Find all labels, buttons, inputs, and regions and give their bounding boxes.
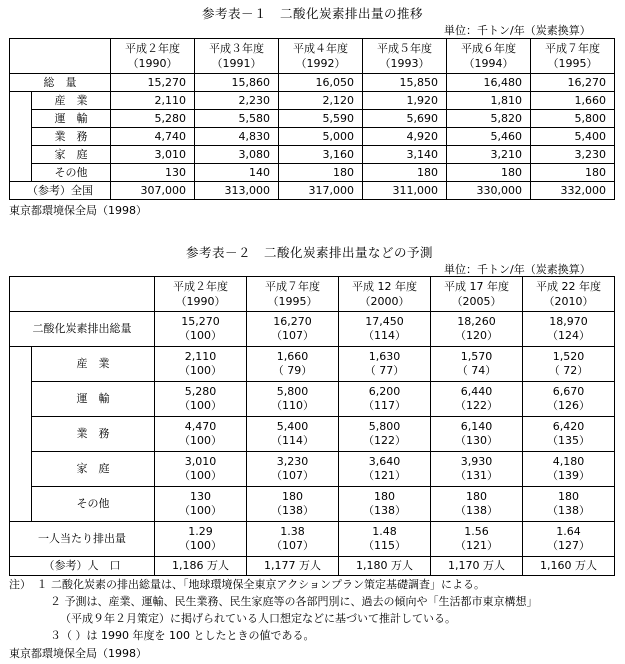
cell: 3,010 [111, 146, 195, 164]
cell: 140 [195, 164, 279, 182]
cell: 3,080 [195, 146, 279, 164]
table1-col-header: 平成５年度 （1993） [363, 39, 447, 74]
cell: 3,160 [279, 146, 363, 164]
table2-unit: 単位：千トン/年（炭素換算） [444, 263, 591, 276]
cell: 5,800 （110） [247, 382, 339, 417]
table2-row-population [10, 557, 615, 576]
note-2-cont: （平成９年２月策定）に掲げられている人口想定などに基づいて推計している。 [60, 612, 456, 625]
cell: 3,140 [363, 146, 447, 164]
cell: 3,230 [531, 146, 615, 164]
cell: 3,930 （131） [431, 452, 523, 487]
table2-row [10, 347, 615, 382]
cell: 332,000 [531, 182, 615, 200]
cell: 18,970 （124） [523, 312, 615, 347]
table2-row [10, 382, 615, 417]
cell: 1,570 （ 74） [431, 347, 523, 382]
table1-source: 東京都環境保全局（1998） [9, 204, 147, 217]
note-3: ３（ ）は 1990 年度を 100 としたときの値である。 [50, 629, 315, 642]
cell: 15,270 [111, 74, 195, 92]
row-label: 運 輸 [32, 382, 155, 417]
table2-col-header: 平成 22 年度 （2010） [523, 277, 615, 312]
cell: 311,000 [363, 182, 447, 200]
row-label: （参考）人 口 [10, 557, 155, 576]
row-label: その他 [32, 487, 155, 522]
cell: 15,270 （100） [155, 312, 247, 347]
table2-header-row [10, 277, 615, 312]
table1-col-header: 平成３年度 （1991） [195, 39, 279, 74]
table1-title: 参考表－１ 二酸化炭素排出量の推移 [202, 6, 424, 21]
cell: 5,400 [531, 128, 615, 146]
row-label: 産 業 [32, 347, 155, 382]
table2-col-header: 平成７年度 （1995） [247, 277, 339, 312]
row-label: 業 務 [32, 128, 111, 146]
table1-header-row [10, 39, 615, 74]
table2-row [10, 452, 615, 487]
cell: 6,140 （130） [431, 417, 523, 452]
row-label: （参考）全国 [10, 182, 111, 200]
cell: 5,280 [111, 110, 195, 128]
row-label: 二酸化炭素排出総量 [10, 312, 155, 347]
cell: 4,740 [111, 128, 195, 146]
cell: 1.38 （107） [247, 522, 339, 557]
cell: 130 （100） [155, 487, 247, 522]
cell: 180 （138） [247, 487, 339, 522]
table2-row [10, 417, 615, 452]
row-label: 総 量 [10, 74, 111, 92]
table1-col-header: 平成６年度 （1994） [447, 39, 531, 74]
cell: 1.29 （100） [155, 522, 247, 557]
cell: 317,000 [279, 182, 363, 200]
cell: 16,050 [279, 74, 363, 92]
cell: 1,660 [531, 92, 615, 110]
cell: 4,470 （100） [155, 417, 247, 452]
cell: 6,200 （117） [339, 382, 431, 417]
cell: 5,690 [363, 110, 447, 128]
cell: 1,180 万人 [339, 557, 431, 576]
cell: 1.56 （121） [431, 522, 523, 557]
table2-col-header: 平成 12 年度 （2000） [339, 277, 431, 312]
cell: 16,270 （107） [247, 312, 339, 347]
cell: 18,260 （120） [431, 312, 523, 347]
cell: 2,230 [195, 92, 279, 110]
cell: 16,480 [447, 74, 531, 92]
cell: 1,177 万人 [247, 557, 339, 576]
table1-row-total [10, 74, 615, 92]
row-label: 一人当たり排出量 [10, 522, 155, 557]
cell: 5,800 （122） [339, 417, 431, 452]
cell: 1.48 （115） [339, 522, 431, 557]
cell: 1,810 [447, 92, 531, 110]
table2-col-header: 平成 17 年度 （2005） [431, 277, 523, 312]
cell: 1.64 （127） [523, 522, 615, 557]
cell: 313,000 [195, 182, 279, 200]
cell: 3,230 （107） [247, 452, 339, 487]
table1-row [10, 110, 615, 128]
cell: 1,920 [363, 92, 447, 110]
row-label: 家 庭 [32, 452, 155, 487]
cell: 5,800 [531, 110, 615, 128]
cell: 130 [111, 164, 195, 182]
cell: 5,580 [195, 110, 279, 128]
table1-corner [10, 39, 111, 74]
cell: 180 （138） [339, 487, 431, 522]
cell: 3,210 [447, 146, 531, 164]
table1 [9, 38, 615, 200]
cell: 5,460 [447, 128, 531, 146]
cell: 17,450 （114） [339, 312, 431, 347]
cell: 1,520 （ 72） [523, 347, 615, 382]
cell: 3,640 （121） [339, 452, 431, 487]
table1-col-header: 平成４年度 （1992） [279, 39, 363, 74]
cell: 180 [363, 164, 447, 182]
cell: 4,920 [363, 128, 447, 146]
cell: 6,670 （126） [523, 382, 615, 417]
cell: 16,270 [531, 74, 615, 92]
note-1: 注） １ 二酸化炭素の排出総量は、「地球環境保全東京アクションプラン策定基礎調査」による。 [9, 578, 485, 591]
row-label: 家 庭 [32, 146, 111, 164]
cell: 1,630 （ 77） [339, 347, 431, 382]
cell: 1,160 万人 [523, 557, 615, 576]
cell: 5,000 [279, 128, 363, 146]
cell: 2,110 （100） [155, 347, 247, 382]
cell: 3,010 （100） [155, 452, 247, 487]
cell: 1,660 （ 79） [247, 347, 339, 382]
cell: 180 [447, 164, 531, 182]
table1-unit: 単位：千トン/年（炭素換算） [444, 24, 591, 37]
table1-row [10, 164, 615, 182]
cell: 4,830 [195, 128, 279, 146]
cell: 180 [279, 164, 363, 182]
cell: 2,110 [111, 92, 195, 110]
cell: 6,420 （135） [523, 417, 615, 452]
row-label: 運 輸 [32, 110, 111, 128]
row-label: 業 務 [32, 417, 155, 452]
indent-cell [10, 92, 32, 182]
indent-cell [10, 347, 32, 522]
table2-col-header: 平成２年度 （1990） [155, 277, 247, 312]
cell: 5,590 [279, 110, 363, 128]
table2-title: 参考表－２ 二酸化炭素排出量などの予測 [186, 245, 434, 260]
cell: 1,170 万人 [431, 557, 523, 576]
table2-row [10, 487, 615, 522]
cell: 5,400 （114） [247, 417, 339, 452]
table2-source: 東京都環境保全局（1998） [9, 647, 147, 660]
table1-row [10, 92, 615, 110]
cell: 5,280 （100） [155, 382, 247, 417]
row-label: その他 [32, 164, 111, 182]
table1-row [10, 146, 615, 164]
table2-row-percapita [10, 522, 615, 557]
table1-col-header: 平成７年度 （1995） [531, 39, 615, 74]
cell: 330,000 [447, 182, 531, 200]
table1-row-national [10, 182, 615, 200]
cell: 5,820 [447, 110, 531, 128]
cell: 4,180 （139） [523, 452, 615, 487]
cell: 2,120 [279, 92, 363, 110]
table2-row-total [10, 312, 615, 347]
cell: 15,860 [195, 74, 279, 92]
cell: 180 （138） [431, 487, 523, 522]
table1-col-header: 平成２年度 （1990） [111, 39, 195, 74]
row-label: 産 業 [32, 92, 111, 110]
cell: 1,186 万人 [155, 557, 247, 576]
table1-row [10, 128, 615, 146]
cell: 307,000 [111, 182, 195, 200]
cell: 180 [531, 164, 615, 182]
table2 [9, 276, 615, 576]
note-2: ２ 予測は、産業、運輸、民生業務、民生家庭等の各部門別に、過去の傾向や「生活都市東京構想」 [50, 595, 538, 608]
cell: 6,440 （122） [431, 382, 523, 417]
table2-corner [10, 277, 155, 312]
cell: 15,850 [363, 74, 447, 92]
cell: 180 （138） [523, 487, 615, 522]
